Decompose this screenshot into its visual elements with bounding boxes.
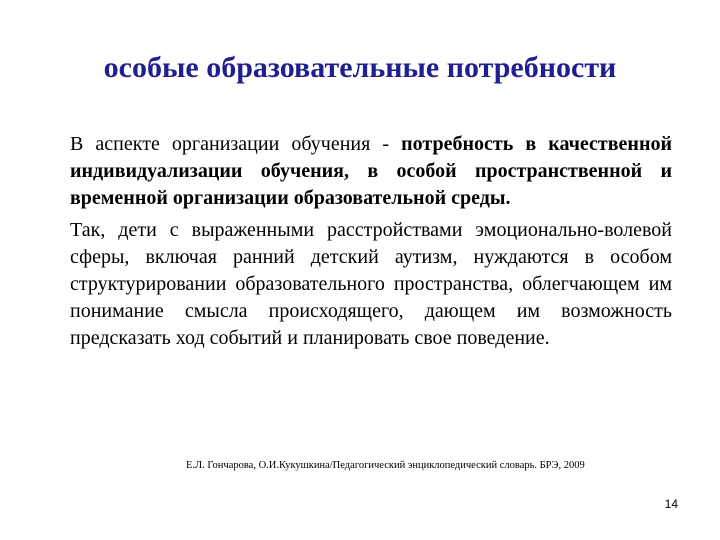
page-number: 14 (664, 497, 678, 511)
paragraph-needs (70, 131, 672, 213)
paragraph-autism: Так, дети с выраженными расстройствами эмоционально-волевой сферы, включая ранний детский аутизм, нуждаются в особом структурировании образовательного пространства, облегчающем им понимание смысла происходящего, дающем им возможность предсказать ход событий и планировать свое поведение. (70, 218, 672, 350)
citation: Е.Л. Гончарова, О.И.Кукушкина/Педагогический энциклопедический словарь. БРЭ, 2009 (186, 460, 585, 471)
slide-body (70, 131, 672, 353)
paragraph-needs-emphasis: потребность в качественной индивидуализации обучения, в особой пространственной и временной организации образовательной среды. (70, 133, 673, 210)
slide-title: особые образовательные потребности (103, 51, 617, 84)
paragraph-needs-lead: В аспекте организации обучения - (70, 133, 402, 155)
